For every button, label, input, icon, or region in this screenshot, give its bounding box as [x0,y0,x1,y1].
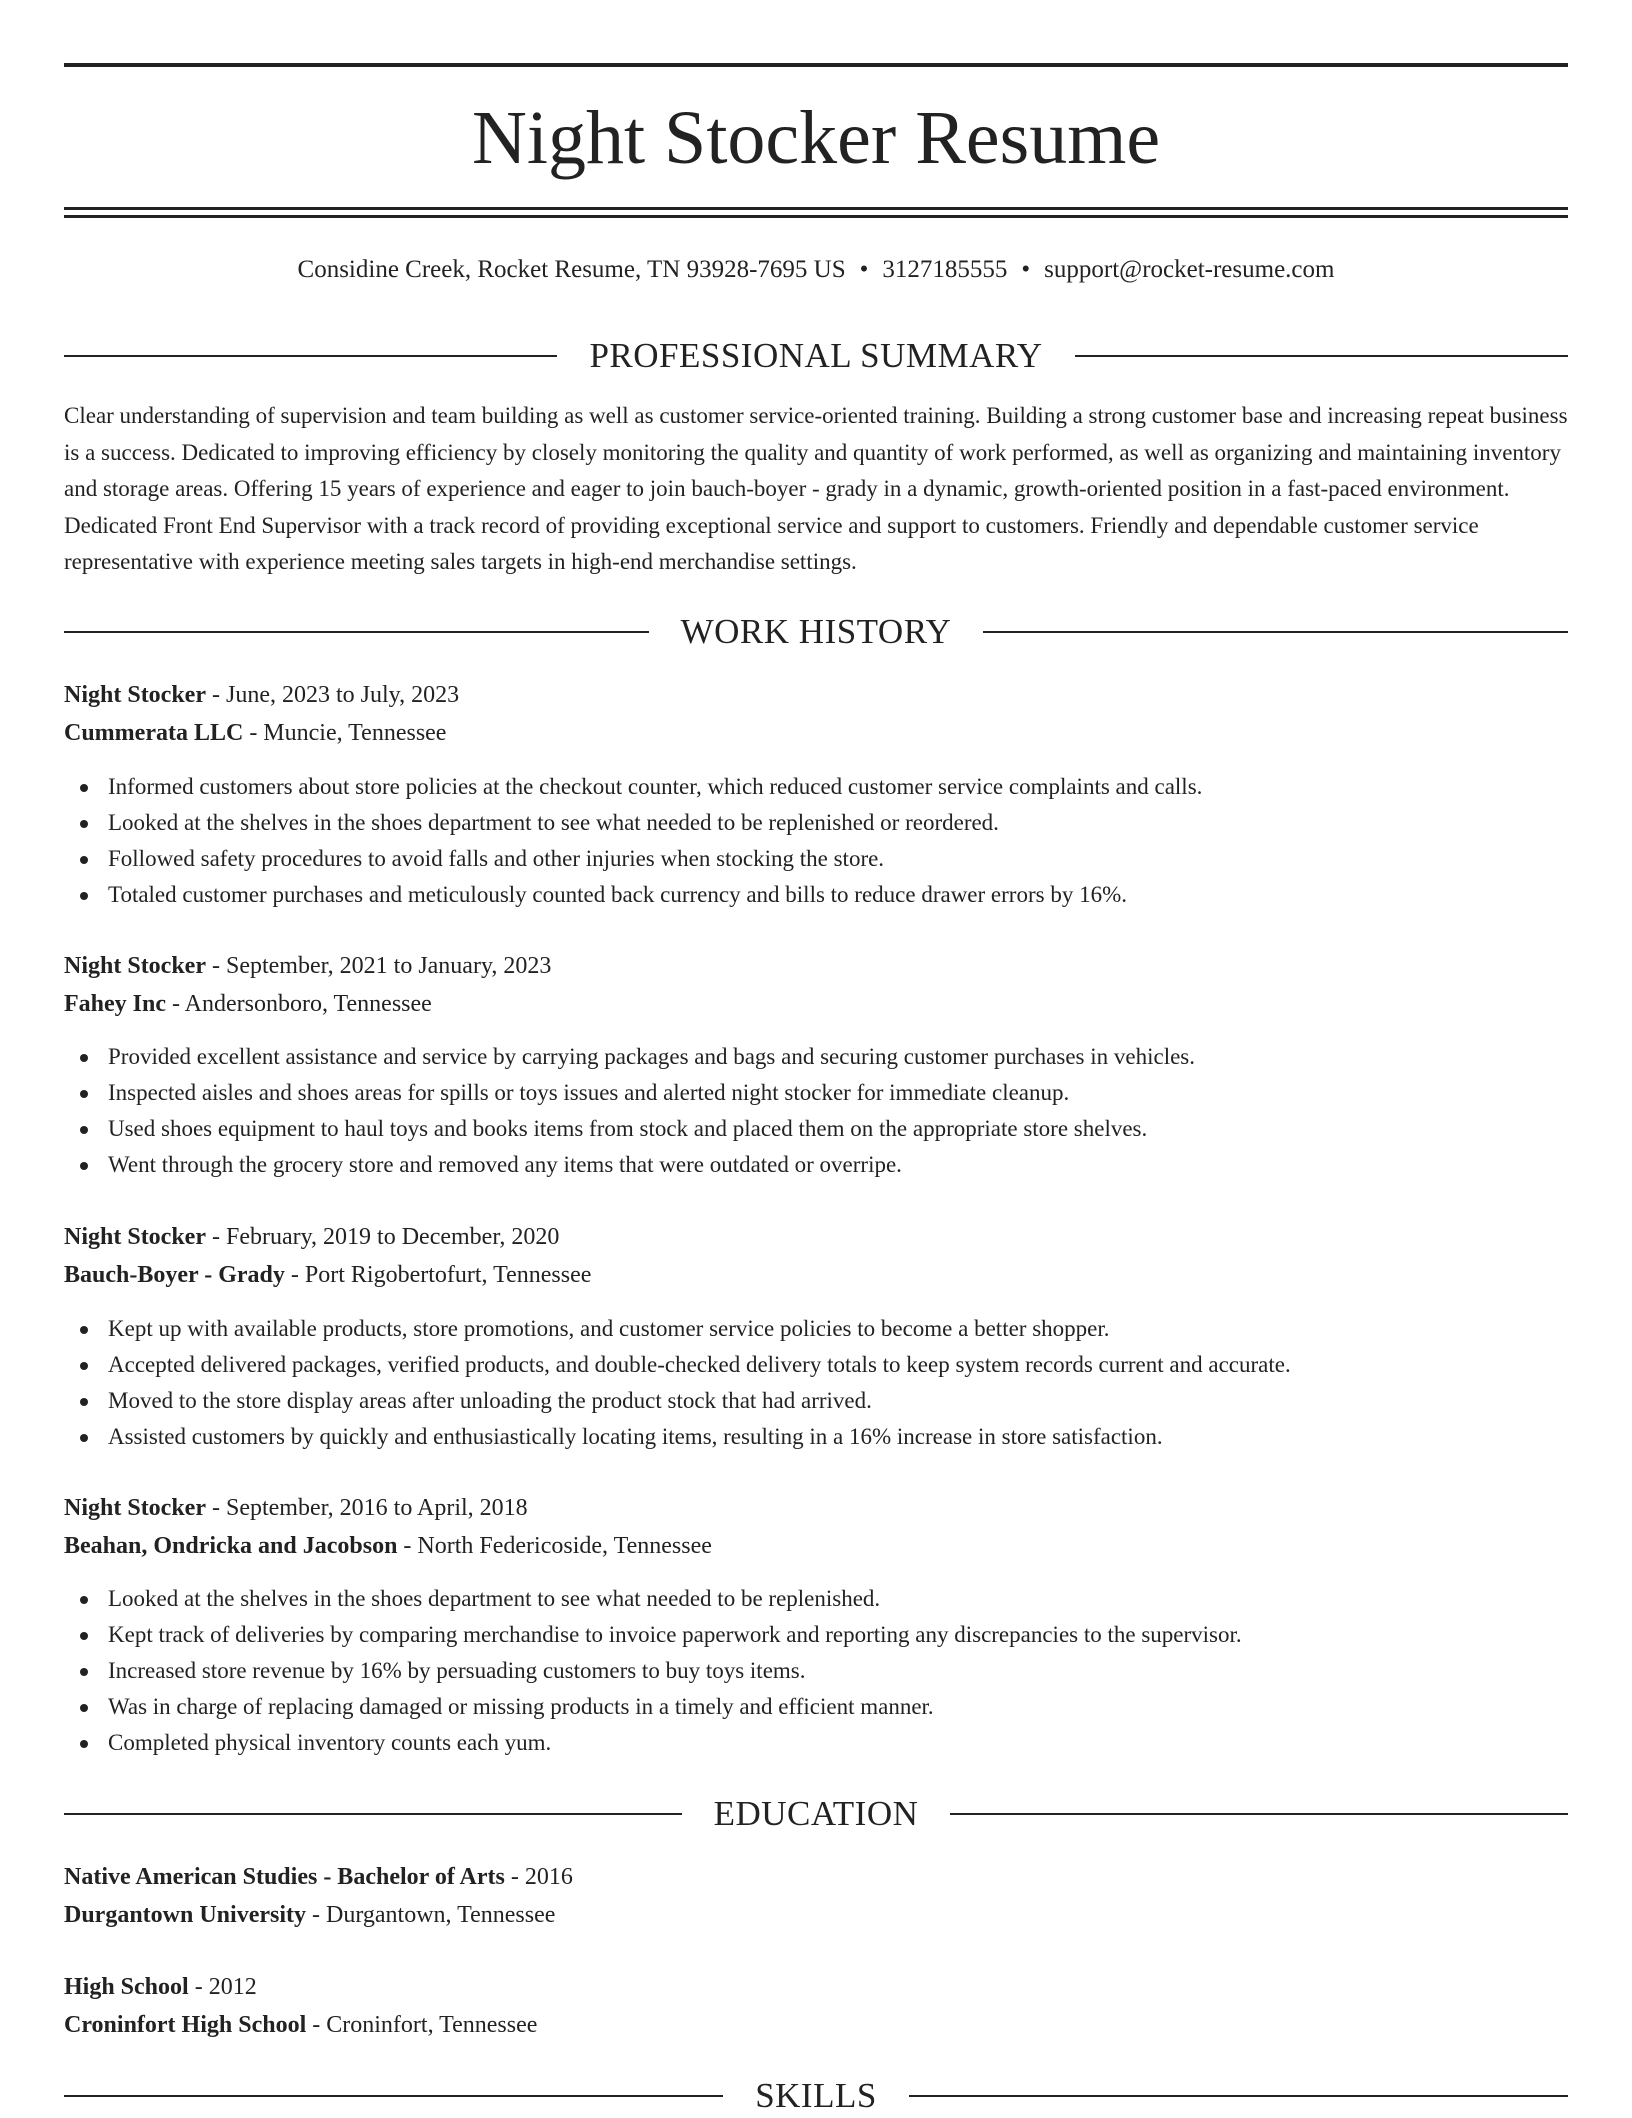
heading-rule-left [64,1813,682,1815]
job-location: - Andersonboro, Tennessee [166,991,432,1017]
list-item: Totaled customer purchases and meticulously counted back currency and bills to reduce drawer errors by 16%. [108,877,1612,913]
education-heading-label: EDUCATION [713,1794,919,1833]
job-location: - North Federicoside, Tennessee [397,1533,712,1559]
education-year: - 2016 [504,1864,573,1890]
list-item: Kept track of deliveries by comparing merchandise to invoice paperwork and reporting any discrepancies to the supervisor. [108,1617,1612,1653]
list-item: Completed physical inventory counts each yum. [108,1725,1612,1761]
list-item: Accepted delivered packages, verified products, and double-checked delivery totals to keep system records current and accurate. [108,1347,1612,1383]
education-degree: High School [64,1974,189,2000]
job-bullets [64,1039,1612,1183]
education-school: Croninfort High School [64,2012,307,2038]
title-double-rule-upper [64,207,1568,210]
list-item: Increased store revenue by 16% by persuading customers to buy toys items. [108,1653,1612,1689]
education-year: - 2012 [188,1974,257,2000]
education-school-line [64,2007,1568,2043]
education-degree-line [64,1969,1568,2005]
contact-separator: • [1021,256,1031,283]
job-dates: - February, 2019 to December, 2020 [205,1224,560,1250]
list-item: Looked at the shelves in the shoes department to see what needed to be replenished or reordered. [108,805,1612,841]
list-item: Moved to the store display areas after unloading the product stock that had arrived. [108,1383,1612,1419]
heading-rule-right [909,2095,1568,2097]
list-item: Looked at the shelves in the shoes department to see what needed to be replenished. [108,1581,1612,1617]
resume-title: Night Stocker Resume [471,96,1161,180]
job-company: Cummerata LLC [64,720,244,746]
job-company-line [64,1528,1568,1564]
work-history-heading-label: WORK HISTORY [680,612,952,651]
education-degree-line [64,1859,1568,1895]
job-dates: - September, 2021 to January, 2023 [205,953,552,979]
education-school: Durgantown University [64,1902,307,1928]
job-bullets [64,769,1612,913]
job-title: Night Stocker [64,682,206,708]
job-bullets [64,1581,1612,1761]
education-heading [64,1792,1568,1836]
work-history-heading [64,610,1568,654]
job-company: Beahan, Ondricka and Jacobson [64,1533,398,1559]
list-item: Followed safety procedures to avoid falls and other injuries when stocking the store. [108,841,1612,877]
skills-heading-label: SKILLS [755,2076,877,2115]
list-item: Inspected aisles and shoes areas for spills or toys issues and alerted night stocker for immediate cleanup. [108,1075,1612,1111]
heading-rule-left [64,631,649,633]
list-item: Provided excellent assistance and service by carrying packages and bags and securing customer purchases in vehicles. [108,1039,1612,1075]
job-title-line [64,1219,1568,1255]
job-company: Bauch-Boyer - Grady [64,1262,285,1288]
top-rule [64,63,1568,67]
job-title: Night Stocker [64,953,206,979]
list-item: Was in charge of replacing damaged or missing products in a timely and efficient manner. [108,1689,1612,1725]
contact-separator: • [859,256,869,283]
job-company-line [64,715,1568,751]
job-title: Night Stocker [64,1495,206,1521]
job-location: - Muncie, Tennessee [243,720,447,746]
job-title-line [64,677,1568,713]
heading-rule-right [1075,355,1568,357]
list-item: Assisted customers by quickly and enthusiastically locating items, resulting in a 16% increase in store satisfaction. [108,1419,1612,1455]
job-title: Night Stocker [64,1224,206,1250]
job-location: - Port Rigobertofurt, Tennessee [284,1262,592,1288]
list-item: Kept up with available products, store promotions, and customer service policies to become a better shopper. [108,1311,1612,1347]
list-item: Went through the grocery store and removed any items that were outdated or overripe. [108,1147,1612,1183]
contact-address: Considine Creek, Rocket Resume, TN 93928-7695 US [297,256,846,283]
heading-rule-right [950,1813,1568,1815]
summary-heading [64,334,1568,378]
job-dates: - June, 2023 to July, 2023 [205,682,460,708]
heading-rule-left [64,2095,723,2097]
list-item: Informed customers about store policies at the checkout counter, which reduced customer service complaints and calls. [108,769,1612,805]
skills-heading [64,2074,1568,2118]
contact-line [64,252,1568,288]
summary-text: Clear understanding of supervision and team building as well as customer service-oriented training. Building a strong customer base and increasing repeat business is a success. Dedicated to improving efficiency by closely monitoring the quality and quantity of work performed, as well as organizing and maintaining inventory and storage areas. Offering 15 years of experience and eager to join bauch-boyer - grady in a dynamic, growth-oriented position in a fast-paced environment. Dedicated Front End Supervisor with a track record of providing exceptional service and support to customers. Friendly and dependable customer service representative with experience meeting sales targets in high-end merchandise settings. [64,403,1568,574]
job-bullets [64,1311,1612,1455]
contact-phone: 3127185555 [882,256,1008,283]
job-title-line [64,1490,1568,1526]
job-company-line [64,1257,1568,1293]
education-school-line [64,1897,1568,1933]
list-item: Used shoes equipment to haul toys and books items from stock and placed them on the appropriate store shelves. [108,1111,1612,1147]
education-location: - Croninfort, Tennessee [306,2012,538,2038]
heading-rule-right [983,631,1568,633]
education-degree: Native American Studies - Bachelor of Arts [64,1864,505,1890]
job-company: Fahey Inc [64,991,166,1017]
job-title-line [64,948,1568,984]
job-company-line [64,986,1568,1022]
contact-email: support@rocket-resume.com [1044,256,1335,283]
heading-rule-left [64,355,557,357]
job-dates: - September, 2016 to April, 2018 [205,1495,528,1521]
title-double-rule-lower [64,215,1568,218]
education-location: - Durgantown, Tennessee [306,1902,556,1928]
summary-heading-label: PROFESSIONAL SUMMARY [589,336,1043,375]
